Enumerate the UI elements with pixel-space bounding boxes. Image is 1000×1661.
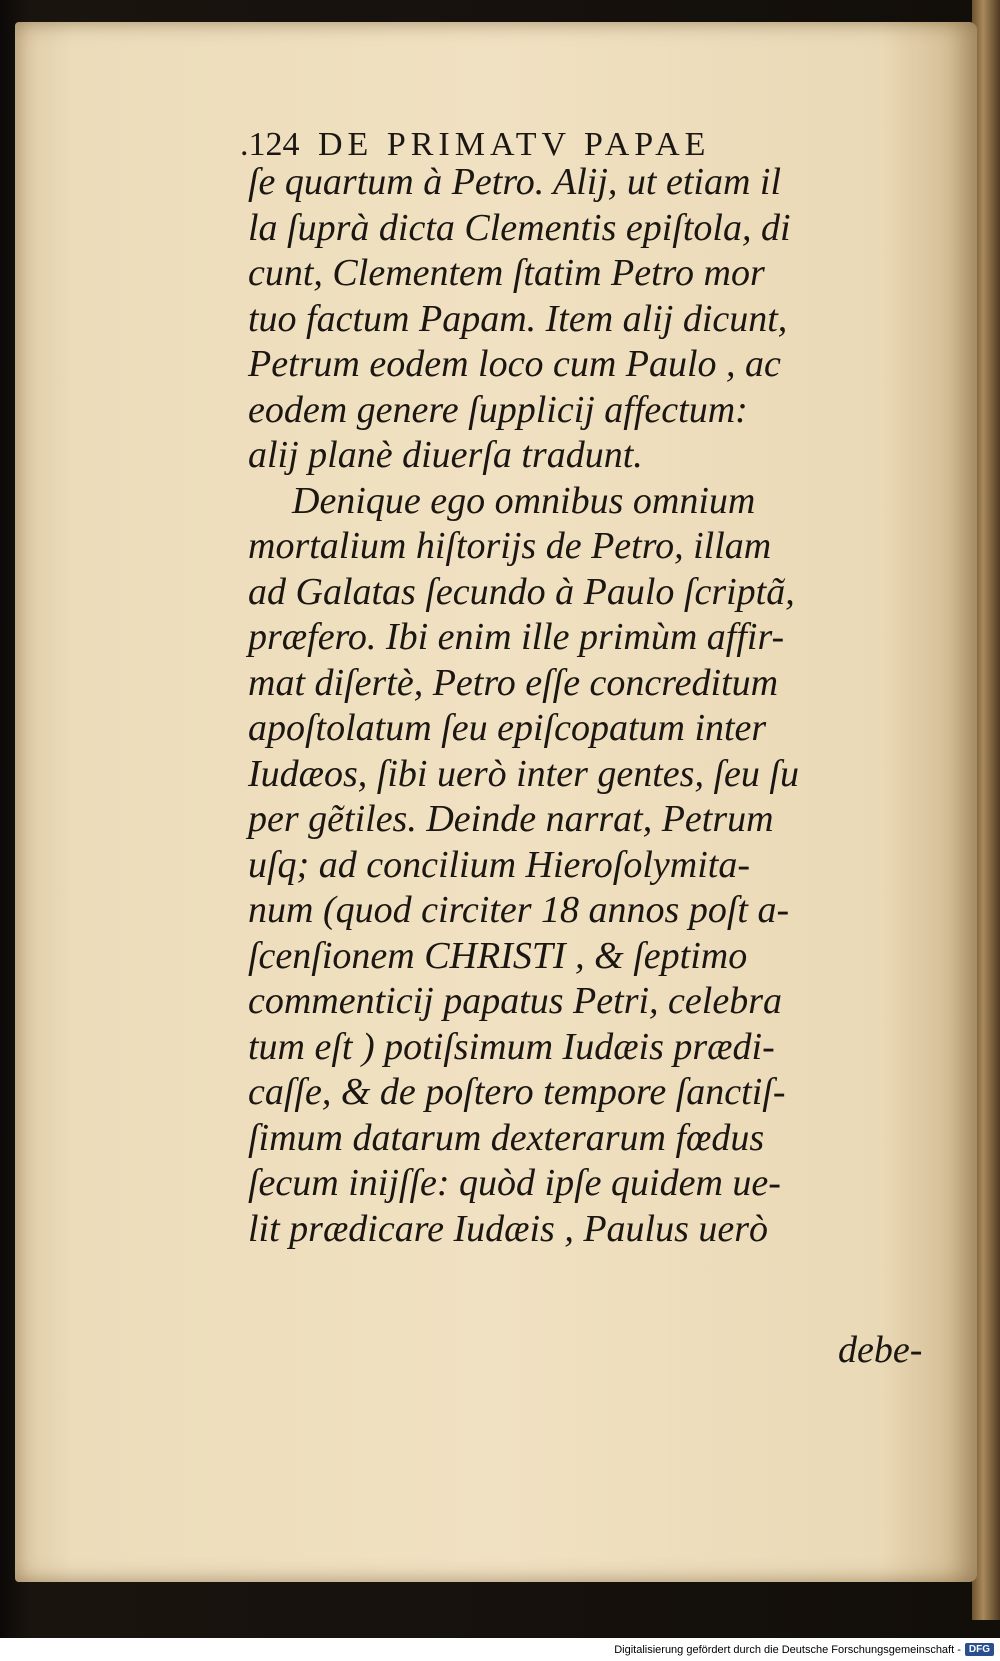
text-line: caſſe, & de poſtero tempore ſanctiſ- — [248, 1071, 786, 1113]
page-number: .124 — [240, 126, 300, 163]
text-line: Denique ego omnibus omnium — [292, 479, 756, 522]
text-line: mat diſertè, Petro eſſe concreditum — [248, 661, 779, 704]
catchword: debe- — [838, 1329, 923, 1371]
dfg-logo-icon: DFG — [965, 1643, 994, 1656]
text-line: tuo factum Papam. Item alij dicunt, — [248, 297, 788, 340]
digitization-footer — [0, 1638, 1000, 1661]
text-line: tum eſt ) potiſsimum Iudæis prædi- — [248, 1025, 775, 1068]
text-line: num (quod circiter 18 annos poſt a- — [248, 889, 790, 931]
text-line: præfero. Ibi enim ille primùm affir- — [248, 616, 785, 658]
text-line: mortalium hiſtorijs de Petro, illam — [248, 525, 772, 567]
text-line: ſcenſionem CHRISTI , & ſeptimo — [248, 934, 748, 977]
digitization-credit: Digitalisierung gefördert durch die Deutsche Forschungsgemeinschaft - — [614, 1643, 961, 1656]
text-line: apoſtolatum ſeu epiſcopatum inter — [248, 707, 767, 749]
text-line: per gẽtiles. Deinde narrat, Petrum — [248, 798, 774, 840]
text-line: la ſuprà dicta Clementis epiſtola, di — [248, 206, 791, 249]
running-head — [240, 120, 830, 164]
text-line: eodem genere ſupplicij affectum: — [248, 388, 748, 431]
text-line: commenticij papatus Petri, celebra — [248, 980, 782, 1022]
text-line: uſq; ad concilium Hieroſolymita- — [248, 843, 750, 886]
text-line: Iudæos, ſibi uerò inter gentes, ſeu ſu — [248, 752, 799, 795]
text-line: alij planè diuerſa tradunt. — [248, 434, 643, 476]
body-text — [248, 160, 928, 1252]
text-line: ad Galatas ſecundo à Paulo ſcriptã, — [248, 570, 795, 613]
running-head-title: DE PRIMATV PAPAE — [318, 126, 711, 163]
text-line: Petrum eodem loco cum Paulo , ac — [248, 343, 781, 385]
text-line: ſe quartum à Petro. Alij, ut etiam il — [248, 161, 782, 203]
text-line: ſimum datarum dexterarum fœdus — [248, 1116, 765, 1159]
text-line: cunt, Clementem ſtatim Petro mor — [248, 252, 765, 294]
text-line: lit prædicare Iudæis , Paulus uerò — [248, 1207, 769, 1250]
text-line: ſecum inijſſe: quòd ipſe quidem ue- — [248, 1162, 781, 1204]
